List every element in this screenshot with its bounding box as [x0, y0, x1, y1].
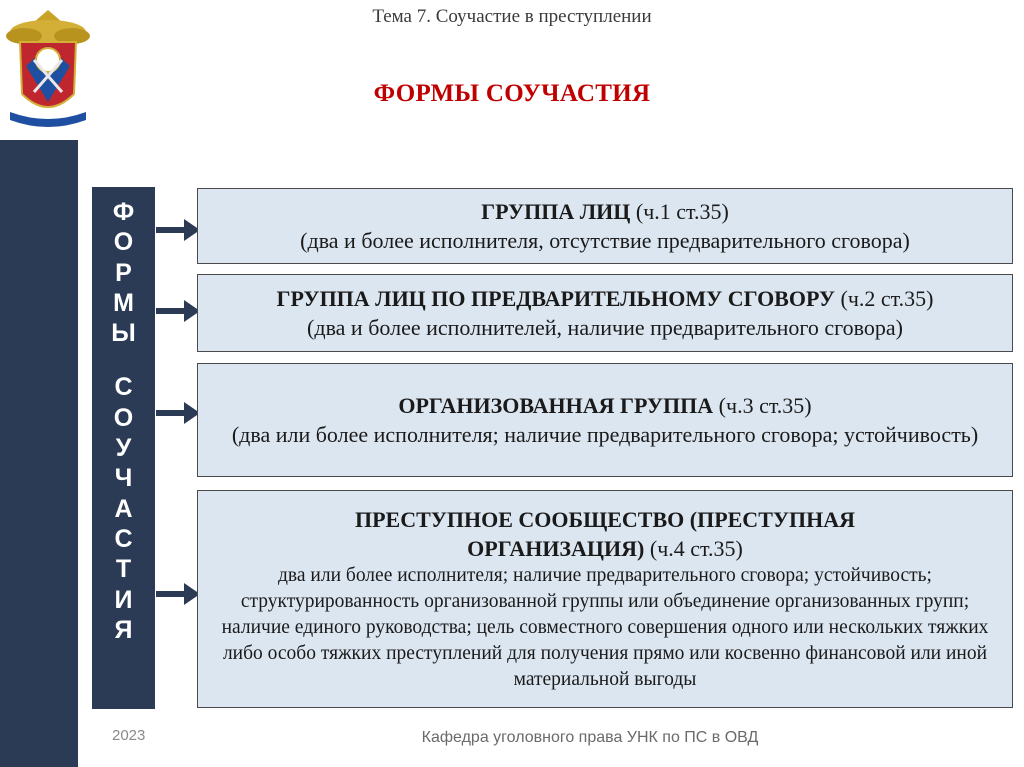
vertical-letter: С [114, 373, 133, 402]
vertical-letter: А [114, 494, 133, 523]
vertical-letter: Т [115, 555, 132, 584]
vertical-letter: М [113, 288, 134, 317]
form-article-ref: (ч.1 ст.35) [630, 199, 729, 224]
form-box-organized-group [197, 363, 1013, 477]
form-name: ГРУППА ЛИЦ [481, 199, 631, 224]
footer-department: Кафедра уголовного права УНК по ПС в ОВД [421, 729, 759, 746]
arrow-right-icon [156, 217, 200, 243]
form-article-ref: (ч.4 ст.35) [644, 536, 743, 561]
page-title: ФОРМЫ СОУЧАСТИЯ [373, 80, 651, 107]
form-heading [214, 505, 996, 563]
vertical-letter: И [114, 585, 133, 614]
form-box-criminal-community [197, 490, 1013, 708]
vertical-letter: Р [115, 258, 132, 287]
topic-heading: Тема 7. Соучастие в преступлении [372, 6, 652, 27]
form-box-prearranged-group [197, 274, 1013, 352]
left-accent-bar [0, 140, 78, 767]
vertical-letter: Ч [114, 464, 133, 493]
form-heading [198, 197, 1012, 226]
form-name: ПРЕСТУПНОЕ СООБЩЕСТВО (ПРЕСТУПНАЯ ОРГАНИЗАЦИЯ) [354, 507, 856, 561]
vertical-letter: Я [114, 615, 133, 644]
form-description: (два и более исполнителя, отсутствие предварительного сговора) [300, 228, 910, 253]
form-heading [198, 284, 1012, 313]
vertical-label [92, 187, 155, 709]
arrow-right-icon [156, 400, 200, 426]
vertical-letter: У [115, 434, 132, 463]
vertical-letter: С [114, 524, 133, 553]
vertical-letter: О [113, 403, 134, 432]
vertical-letter: О [113, 228, 134, 257]
form-article-ref: (ч.2 ст.35) [835, 286, 934, 311]
form-name: ОРГАНИЗОВАННАЯ ГРУППА [398, 393, 714, 418]
footer-year: 2023 [112, 727, 146, 744]
form-article-ref: (ч.3 ст.35) [713, 393, 812, 418]
vertical-letter: Ф [112, 198, 135, 226]
form-heading [208, 391, 1002, 420]
form-box-group [197, 188, 1013, 264]
form-description: (два или более исполнителя; наличие предварительного сговора; устойчивость) [231, 422, 979, 447]
arrow-right-icon [156, 298, 200, 324]
form-name: ГРУППА ЛИЦ ПО ПРЕДВАРИТЕЛЬНОМУ СГОВОРУ [276, 286, 836, 311]
arrow-right-icon [156, 581, 200, 607]
vertical-letter: Ы [111, 319, 136, 348]
form-description: два или более исполнителя; наличие предварительного сговора; устойчивость; структурированность организованной группы или объединение организованных групп; наличие единого руководства; цель совместного совершения одного или нескольких тяжких либо особо тяжких преступлений для получения прямо или косвенно финансовой или иной материальной выгоды [221, 565, 989, 690]
form-description: (два и более исполнителей, наличие предварительного сговора) [307, 315, 903, 340]
